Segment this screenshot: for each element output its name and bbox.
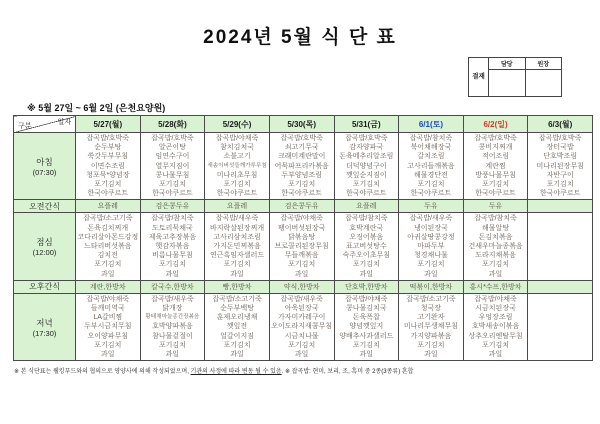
menu-item: 포기김치 [482,181,510,189]
afternoon-snack-cell-5: 떡볶이,한방차 [399,280,464,293]
menu-item: 고사리삼치조림 [213,233,261,241]
menu-item: 해물알탕 [482,224,510,232]
menu-item: 포기김치 [288,181,316,189]
menu-item: 포기김치 [94,181,122,189]
menu-item: 잡곡밥/참치죽 [151,215,194,223]
menu-item: 시금치나물 [284,332,319,340]
lunch-cell-1 [140,213,205,280]
menu-item: 닭개장 [162,305,183,313]
menu-item: 임연수구이 [155,153,190,161]
menu-item: 잡곡밥/호박죽 [345,135,388,142]
menu-item: 양배추사과샐러드 [339,332,394,340]
date-header-3: 5/30(목) [269,116,334,133]
menu-item: 방풍나물무침 [475,171,516,179]
menu-item: 포기김치 [158,181,186,189]
menu-item: 호박새송이볶음 [471,323,520,331]
menu-item: 잡곡밥/호박죽 [151,135,194,142]
approval-sign-cell-2 [525,70,562,97]
footnote-right: ※ 잡곡밥: 현미, 보리, 조, 흑미 중 2종(3종류) 혼합 [283,369,414,375]
menu-item: 무들깨볶음 [284,252,319,260]
afternoon-snack-cell-7 [528,280,593,293]
lunch-cell-4 [334,213,399,280]
footnote [14,366,594,375]
menu-item: 돈김치볶음 [478,233,513,241]
menu-item: 오이양파무침 [87,332,129,340]
menu-item: 잡곡밥/참치죽 [474,215,517,223]
menu-item: 호박계란국 [349,224,384,232]
menu-item: 콩나물무침 [155,171,190,179]
menu-item: 코다리살아몬드강정 [77,233,139,241]
dinner-cell-3 [269,293,334,360]
menu-item: 과일 [101,270,115,278]
morning-snack-cell-7 [528,200,593,213]
menu-item: 참나물겉절이 [152,332,193,340]
menu-item: 숙주오이초무침 [342,252,390,260]
approval-box [468,57,562,97]
menu-item: 포기김치 [94,341,122,349]
menu-item: 가지양파볶음 [410,332,452,340]
menu-item: 포기김치 [417,181,445,189]
menu-item: 팽이버섯된장국 [278,224,326,232]
menu-item: 잡곡밥/호박죽 [474,135,517,142]
dinner-cell-1 [140,293,205,360]
menu-item: 두부시금치무침 [84,323,132,331]
breakfast-cell-1 [140,133,205,200]
date-header-5: 6/1(토) [399,116,464,133]
menu-item: 잡곡밥/소고기죽 [406,295,456,303]
menu-item: 잡곡밥/야채죽 [86,295,130,303]
menu-item: 들깨미역국 [90,305,125,313]
menu-item: 건새우마늘종볶음 [468,243,523,251]
menu-item: 호박양파볶음 [152,323,193,331]
menu-item: 과일 [101,351,115,359]
meal-name: 저녁 [36,317,53,328]
date-header-2: 5/29(수) [205,116,270,133]
afternoon-snack-cell-0: 계란,한방차 [76,280,141,293]
menu-item: 바지락살된장찌개 [210,224,265,232]
menu-item: 한국야쿠르트 [346,190,387,198]
footnote-left-prefix: ※ 본 식단표는 웰킹푸드와의 협의으로 영양사에 의해 작성되었으며, [14,369,191,375]
menu-item: 냉이된장국 [414,224,448,232]
menu-item: 과일 [424,270,438,278]
breakfast-cell-4 [334,133,399,200]
menu-item: 새송이버섯들깨가루무침 [207,162,267,169]
menu-item: 포기김치 [94,261,122,269]
menu-item: 도토리묵채국 [152,224,193,232]
menu-item: 콩비지찌개 [478,144,513,152]
lunch-cell-7 [528,213,593,280]
date-header-4: 5/31(금) [334,116,399,133]
date-header-6: 6/2(일) [463,116,528,133]
menu-item: 쇠고기무국 [284,144,319,152]
menu-item: 포기김치 [352,341,380,349]
menu-item: 잡곡밥/새우죽 [409,215,453,223]
row-label-breakfast [14,133,76,200]
menu-item: LA갈비찜 [93,314,123,322]
menu-item: 고사리들깨볶음 [407,162,455,170]
menu-item: 포기김치 [352,181,380,189]
menu-item: 황태채마늘종간장볶음 [145,314,200,321]
menu-table [13,115,593,361]
menu-item: 청경채나물 [414,252,448,260]
date-header-0: 5/27(월) [76,116,141,133]
menu-item: 열무지짐이 [155,162,190,170]
date-header-1: 5/28(화) [140,116,205,133]
meal-time: (07:30) [32,167,57,177]
breakfast-cell-5 [399,133,464,200]
menu-item: 한국야쿠르트 [475,190,516,198]
menu-item: 포기김치 [158,341,186,349]
corner-cell [14,116,76,133]
menu-item: 느타리버섯볶음 [84,243,132,251]
menu-item: 오이도라지새콤무침 [271,323,333,331]
menu-item: 돈육김치찌개 [87,224,129,232]
menu-item: 어묵파프리카볶음 [274,162,329,170]
menu-item: 가자미카레구이 [278,314,326,322]
menu-item: 포기김치 [288,261,316,269]
menu-item: 오징어볶음 [349,233,384,241]
menu-item: 잡곡밥/소고기죽 [83,215,133,223]
menu-item: 이면수조림 [90,162,125,170]
menu-item: 해물경단전 [414,171,448,179]
menu-item: 순두부백탕 [220,305,254,313]
menu-item: 순두부탕 [94,144,122,152]
menu-item: 잡곡밥/참치죽 [409,135,453,142]
meal-time: (12:00) [32,248,57,258]
breakfast-cell-0 [76,133,141,200]
morning-snack-cell-3: 검은콩두유 [269,200,334,213]
menu-item: 미나리초무침 [216,171,258,179]
lunch-cell-0 [76,213,141,280]
menu-item: 한국야쿠르트 [539,190,581,198]
afternoon-snack-cell-2: 빵,한방차 [205,280,270,293]
menu-item: 과일 [230,351,244,359]
dinner-cell-0 [76,293,141,360]
menu-item: 한국야쿠르트 [216,190,258,198]
date-range-note: ※ 5월 27일 ~ 6월 2일 (은천요양원) [27,103,166,113]
menu-item: 계란찜 [485,162,506,170]
menu-item: 한국야쿠르트 [152,190,193,198]
menu-item: 아욱된장국 [284,305,319,313]
menu-item: 포기김치 [417,341,445,349]
dinner-cell-2 [205,293,270,360]
date-header-7: 6/3(월) [528,116,593,133]
menu-item: 과일 [359,351,374,359]
menu-item: 깻잎순지짐이 [346,171,387,179]
menu-item: 잡곡밥/새우죽 [215,215,259,223]
menu-item: 잡곡밥/새우죽 [151,295,194,303]
menu-item: 포기김치 [482,341,510,349]
dinner-cell-6 [463,293,528,360]
menu-item: 잡곡밥/호박죽 [86,135,130,142]
menu-item: 브로콜리된장무침 [274,243,329,251]
menu-item: 포기김치 [223,341,251,349]
corner-label-category: 구분 [18,123,32,130]
menu-item: 김치전 [97,252,118,260]
lunch-cell-2 [205,213,270,280]
menu-item: 갈치조림 [417,153,445,161]
meal-name: 아침 [36,156,53,167]
menu-item: 콩나물김치국 [346,305,387,313]
menu-item: 도라지채볶음 [475,252,516,260]
breakfast-cell-2 [205,133,270,200]
menu-item: 돈육메추리알조림 [339,153,394,161]
menu-item: 과일 [230,270,244,278]
menu-item: 장터국밥 [546,144,574,152]
footnote-left-underlined: 기관의 사정에 따라 변동 될 수 있음 [190,369,282,375]
menu-item: 시금치된장국 [475,305,516,313]
morning-snack-cell-6: 두유 [463,200,528,213]
menu-item: 햇감자볶음 [155,243,190,251]
menu-item: 잡곡밥/참치죽 [345,215,388,223]
menu-item: 포기김치 [288,341,316,349]
dinner-cell-4 [334,293,399,360]
menu-item: 적어조림 [482,153,510,161]
morning-snack-cell-0: 요플레 [76,200,141,213]
afternoon-snack-cell-1: 칼국수,한방차 [140,280,205,293]
menu-item: 감자양파국 [349,144,384,152]
menu-item: 두부양념조림 [281,171,322,179]
menu-item: 포기김치 [417,261,445,269]
menu-item: 닭볶음탕 [288,233,316,241]
menu-item: 소불고기 [223,153,251,161]
approval-col-1-header: 담당 [489,58,526,70]
menu-item: 고기완자 [417,314,445,322]
menu-item: 청포묵*양념장 [86,171,130,179]
morning-snack-cell-1: 검은콩두유 [140,200,205,213]
lunch-cell-3 [269,213,334,280]
menu-item: 포기김치 [158,261,186,269]
menu-item: 쑥갓두부무침 [87,153,129,161]
row-label-lunch [14,213,76,280]
menu-item: 훈제오리냉채 [216,314,258,322]
menu-item: 얼갈이지짐 [220,332,254,340]
meal-name: 점심 [36,237,53,248]
approval-col-2-header: 원장 [525,58,562,70]
menu-item: 과일 [488,351,503,359]
menu-item: 가지돈민찌볶음 [213,243,261,251]
menu-item: 단호박조림 [543,153,578,161]
menu-item: 잡곡밥/소고기죽 [212,295,262,303]
meal-time: (17:30) [32,328,57,338]
menu-item: 알곤이탕 [158,144,186,152]
menu-item: 표고버섯탕수 [346,243,387,251]
menu-item: 우엉장조림 [478,314,513,322]
menu-item: 연근흑임자샐러드 [210,252,265,260]
menu-item: 잡곡밥/호박죽 [280,135,323,142]
menu-item: 과일 [424,351,438,359]
menu-item: 미나리된장무침 [536,162,584,170]
menu-item: 아귀살땅콩강정 [407,233,455,241]
row-label-dinner [14,293,76,360]
menu-item: 잡곡밥/호박죽 [538,135,582,142]
menu-item: 과일 [488,270,503,278]
menu-item: 과일 [165,351,180,359]
menu-item: 청국장 [420,305,442,313]
menu-item: 잡곡밥/야채죽 [474,295,517,303]
breakfast-cell-3 [269,133,334,200]
menu-item: 양념깻잎지 [349,323,384,331]
lunch-cell-6 [463,213,528,280]
menu-item: 잡곡밥/야채죽 [215,135,259,142]
menu-item: 과일 [359,270,374,278]
menu-item: 한국야쿠르트 [281,190,322,198]
menu-item: 과일 [294,270,309,278]
page-title: 2024년 5월 식 단 표 [203,27,397,48]
menu-item: 마파두부 [417,243,445,251]
dinner-cell-7 [528,293,593,360]
menu-item: 깻잎전 [226,323,248,331]
menu-item: 한국야쿠르트 [410,190,452,198]
menu-item: 비름나물무침 [152,252,193,260]
menu-item: 북어채해장국 [410,144,452,152]
footnote-left-suffix: . [281,369,284,375]
menu-item: 더덕양념구이 [346,162,387,170]
breakfast-cell-7 [528,133,593,200]
menu-item: 과일 [165,270,180,278]
row-label-morning-snack: 오전간식 [14,200,76,213]
approval-sign-cell-1 [489,70,526,97]
menu-item: 포기김치 [546,181,574,189]
menu-item: 잡곡밥/새우죽 [280,295,323,303]
breakfast-cell-6 [463,133,528,200]
menu-item: 제육고추장볶음 [148,233,197,241]
afternoon-snack-cell-4: 단호박,한방차 [334,280,399,293]
menu-item: 포기김치 [223,261,251,269]
menu-item: 참치김치국 [220,144,254,152]
approval-stamp-label: 결재 [469,58,489,97]
menu-item: 포기김치 [352,261,380,269]
menu-item: 과일 [294,351,309,359]
menu-item: 돈육폭찹 [352,314,380,322]
menu-item: 포기김치 [482,261,510,269]
lunch-cell-5 [399,213,464,280]
afternoon-snack-cell-6: 홍시*수프,한방차 [463,280,528,293]
menu-item: 크래미계란말이 [278,153,326,161]
corner-label-date: 일자 [57,119,71,126]
menu-item: 포기김치 [223,181,251,189]
morning-snack-cell-5: 두유 [399,200,464,213]
morning-snack-cell-2: 요플레 [205,200,270,213]
dinner-cell-5 [399,293,464,360]
morning-snack-cell-4: 요플레 [334,200,399,213]
menu-item: 잡곡밥/야채죽 [280,215,323,223]
menu-item: 잡곡밥/야채죽 [345,295,388,303]
row-label-afternoon-snack: 오후간식 [14,280,76,293]
menu-item: 한국야쿠르트 [87,190,129,198]
menu-item: 상추오리엔탈무침 [468,332,523,340]
menu-item: 자반구이 [546,171,574,179]
menu-item: 미나리무생채무침 [403,323,458,331]
afternoon-snack-cell-3: 약식,한방차 [269,280,334,293]
